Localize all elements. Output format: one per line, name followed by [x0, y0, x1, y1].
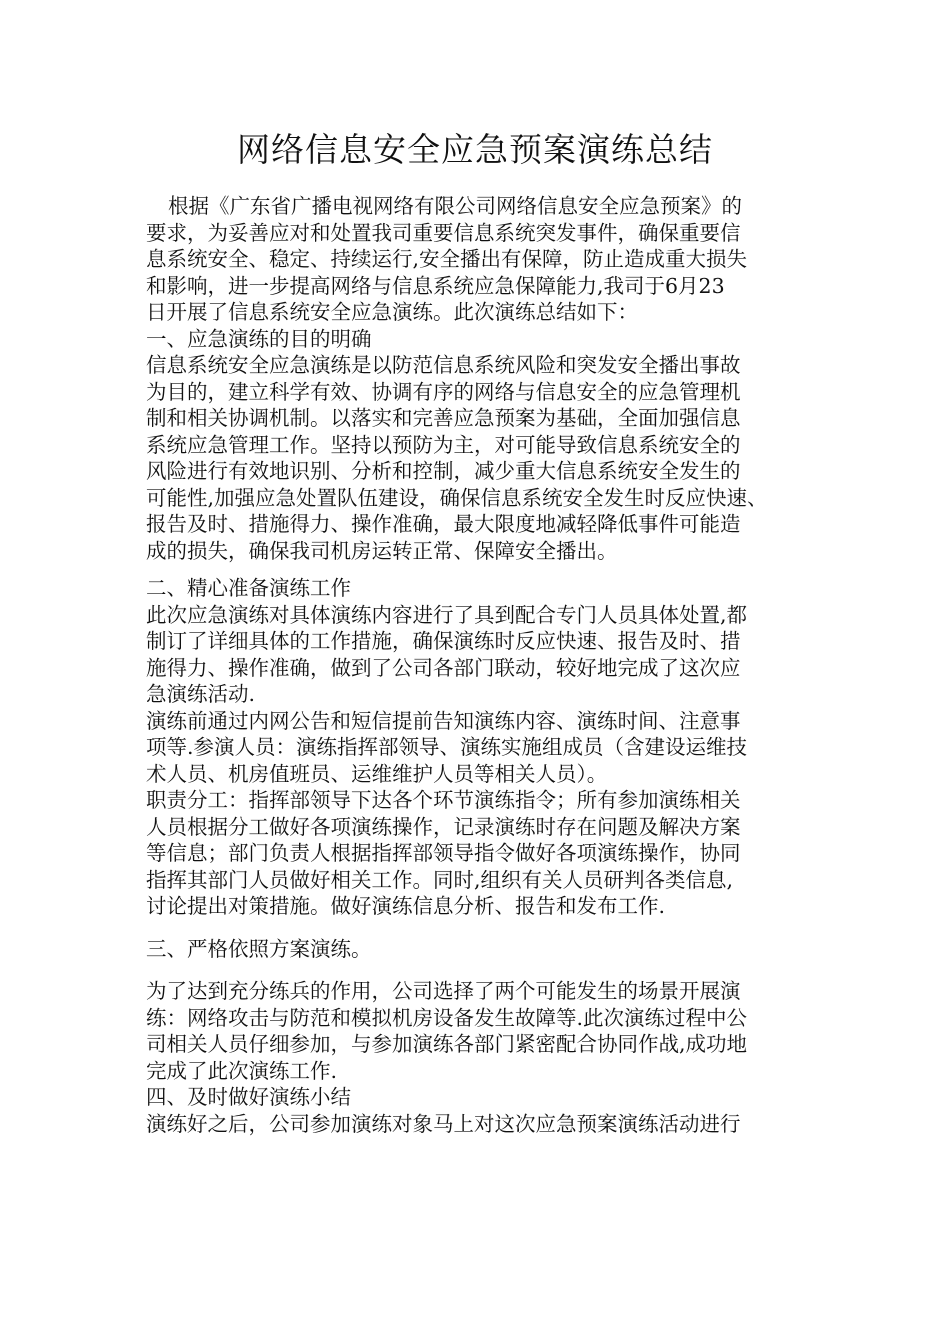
paragraph-line: 人员根据分工做好各项演练操作，记录演练时存在问题及解决方案 [146, 814, 741, 839]
paragraph-line: 讨论提出对策措施。做好演练信息分析、报告和发布工作. [146, 894, 666, 918]
paragraph-line: 司相关人员仔细参加，与参加演练各部门紧密配合协同作战,成功地 [146, 1032, 748, 1056]
paragraph-line: 制订了详细具体的工作措施，确保演练时反应快速、报告及时、措 [146, 629, 741, 653]
paragraph-line: 职责分工：指挥部领导下达各个环节演练指令；所有参加演练相关 [146, 788, 741, 812]
paragraph-line: 为目的，建立科学有效、协调有序的网络与信息安全的应急管理机 [146, 379, 741, 404]
paragraph-line: 演练好之后，公司参加演练对象马上对这次应急预案演练活动进行 [146, 1111, 741, 1136]
paragraph-line: 为了达到充分练兵的作用，公司选择了两个可能发生的场景开展演 [146, 979, 741, 1003]
section-4-paragraph [146, 1111, 818, 1138]
document-title: 网络信息安全应急预案演练总结 [237, 130, 713, 169]
intro-line: 日开展了信息系统安全应急演练。此次演练总结如下： [146, 300, 638, 324]
paragraph-line: 施得力、操作准确，做到了公司各部门联动，较好地完成了这次应 [146, 655, 741, 680]
paragraph-line: 此次应急演练对具体演练内容进行了具到配合专门人员具体处置,都 [146, 602, 748, 627]
intro-paragraph [146, 193, 818, 326]
paragraph-line: 风险进行有效地识别、分析和控制，减少重大信息系统安全发生的 [146, 459, 741, 483]
paragraph-line: 项等.参演人员：演练指挥部领导、演练实施组成员（含建设运维技 [146, 735, 748, 759]
section-3-paragraph [146, 978, 818, 1084]
paragraph-line: 演练前通过内网公告和短信提前告知演练内容、演练时间、注意事 [146, 708, 741, 733]
intro-line: 和影响，进一步提高网络与信息系统应急保障能力,我司于6月23 [146, 273, 725, 298]
paragraph-line: 练：网络攻击与防范和模拟机房设备发生故障等.此次演练过程中公 [146, 1005, 748, 1030]
intro-line: 根据《广东省广播电视网络有限公司网络信息安全应急预案》的 [168, 194, 742, 218]
intro-line: 息系统安全、稳定、持续运行,安全播出有保障，防止造成重大损失 [146, 247, 748, 271]
section-3-heading: 三、严格依照方案演练。 [146, 936, 372, 961]
document-body [146, 193, 818, 1137]
section-4-heading: 四、及时做好演练小结 [146, 1085, 351, 1109]
paragraph-line: 完成了此次演练工作. [146, 1058, 338, 1083]
section-2-heading: 二、精心准备演练工作 [146, 576, 351, 600]
paragraph-line: 可能性,加强应急处置队伍建设，确保信息系统安全发生时反应快速、 [146, 485, 768, 510]
section-2-paragraph-2 [146, 708, 818, 788]
paragraph-line: 等信息；部门负责人根据指挥部领导指令做好各项演练操作，协同 [146, 841, 741, 865]
paragraph-line: 急演练活动. [146, 682, 256, 706]
section-2-paragraph-1 [146, 602, 818, 708]
section-2-paragraph-3 [146, 787, 818, 920]
paragraph-line: 术人员、机房值班员、运维维护人员等相关人员）。 [146, 761, 608, 786]
paragraph-line: 成的损失，确保我司机房运转正常、保障安全播出。 [146, 538, 618, 563]
paragraph-line: 系统应急管理工作。坚持以预防为主，对可能导致信息系统安全的 [146, 432, 741, 457]
intro-line: 要求，为妥善应对和处置我司重要信息系统突发事件，确保重要信 [146, 220, 741, 245]
section-1-paragraph [146, 352, 818, 564]
paragraph-line: 指挥其部门人员做好相关工作。同时,组织有关人员研判各类信息, [146, 867, 734, 892]
paragraph-line: 报告及时、措施得力、操作准确，最大限度地减轻降低事件可能造 [146, 512, 741, 536]
paragraph-line: 信息系统安全应急演练是以防范信息系统风险和突发安全播出事故 [146, 353, 741, 377]
section-1-heading: 一、应急演练的目的明确 [146, 326, 372, 351]
paragraph-line: 制和相关协调机制。以落实和完善应急预案为基础，全面加强信息 [146, 406, 741, 430]
